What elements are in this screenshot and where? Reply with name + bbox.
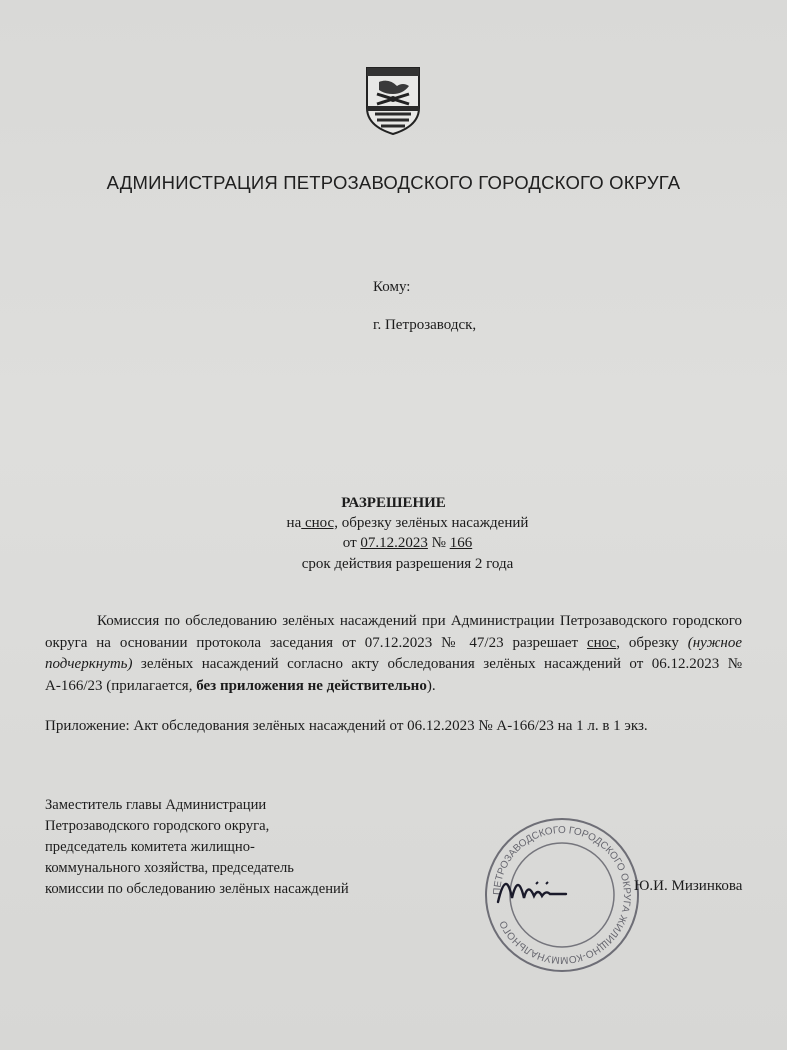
permit-title: РАЗРЕШЕНИЕ	[341, 495, 446, 511]
organization-title: АДМИНИСТРАЦИЯ ПЕТРОЗАВОДСКОГО ГОРОДСКОГО ОКРУГА	[106, 172, 681, 193]
permit-validity: срок действия разрешения 2 года	[301, 556, 514, 572]
attachment-line: Приложение: Акт обследования зелёных насаждений от 06.12.2023 № А-166/23 на 1 л. в 1 экз.	[45, 718, 648, 734]
coat-of-arms-icon	[363, 64, 423, 136]
recipient-city: г. Петрозаводск,	[373, 317, 477, 333]
permit-date-number: от 07.12.2023 № 166	[342, 535, 473, 551]
permit-subject: на снос, обрезку зелёных насаждений	[286, 515, 529, 531]
recipient-label: Кому:	[373, 279, 411, 295]
handwritten-signature-icon	[492, 862, 592, 912]
signatory-position: Заместитель главы Администрации Петрозаводского городского округа, председатель комитета жилищно- коммунального хозяйства, председатель комиссии по обследованию зелёных насаждений	[45, 797, 349, 897]
permit-body-paragraph: Комиссия по обследованию зелёных насаждений при Администрации Петрозаводского городского округа на основании протокола заседания от 07.12.2023 № 47/23 разрешает снос, обрезку (нужное подчеркнуть) зелёных насаждений согласно акту обследования зелёных насаждений от 06.12.2023 № А-166/23 (прилагается, без приложения не действительно).	[45, 613, 742, 694]
stamp-ring-text: ПЕТРОЗАВОДСКОГО ГОРОДСКОГО ОКРУГА ЖИЛИЩНО-КОММУНАЛЬНОГО	[491, 824, 633, 966]
signer-name: Ю.И. Мизинкова	[634, 878, 743, 894]
